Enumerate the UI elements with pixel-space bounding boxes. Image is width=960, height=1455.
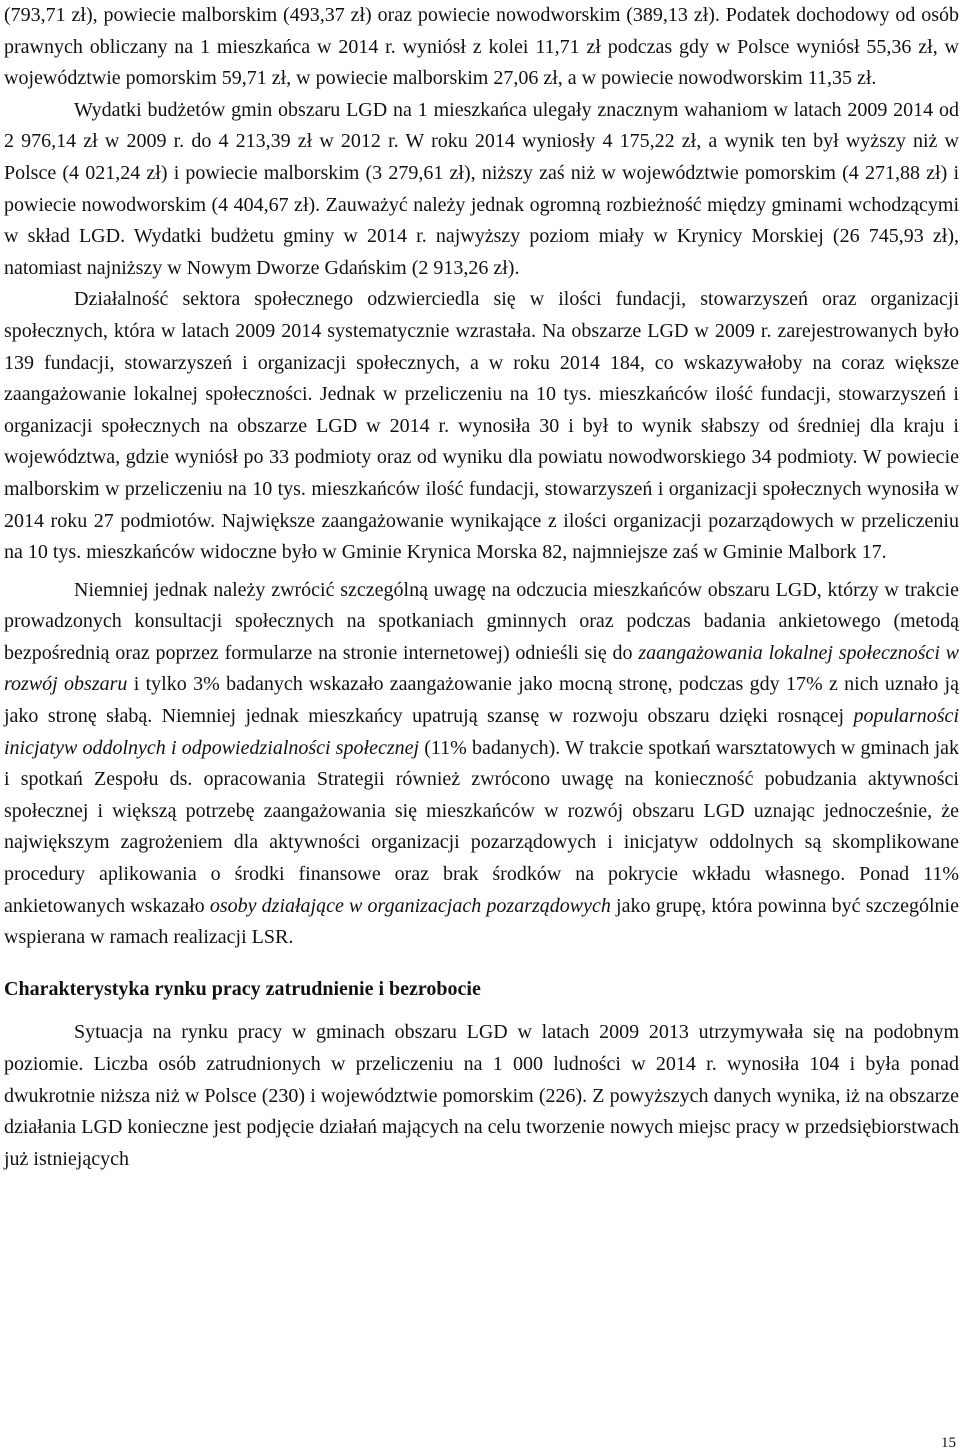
emphasis-text: osoby działające w organizacjach pozarządowych <box>209 894 611 917</box>
document-page <box>4 0 959 1175</box>
paragraph-municipal-expenses: Wydatki budżetów gmin obszaru LGD na 1 mieszkańca ulegały znacznym wahaniom w latach 2009 2014 od 2 976,14 zł w 2009 r. do 4 213,39 zł w 2012 r. W roku 2014 wyniosły 4 175,22 zł, a wynik ten był wyższy niż w Polsce (4 021,24 zł) i powiecie malborskim (3 279,61 zł), niższy zaś niż w województwie pomorskim (4 271,88 zł) i powiecie nowodworskim (4 404,67 zł). Zauważyć należy jednak ogromną rozbieżność między gminami wchodzącymi w skład LGD. Wydatki budżetu gminy w 2014 r. najwyższy poziom miały w Krynicy Morskiej (26 745,93 zł), natomiast najniższy w Nowym Dworze Gdańskim (2 913,26 zł). <box>4 98 959 279</box>
paragraph-tax-income: (793,71 zł), powiecie malborskim (493,37 zł) oraz powiecie nowodworskim (389,13 zł). Podatek dochodowy od osób prawnych obliczany na 1 mieszkańca w 2014 r. wyniósł z kolei 11,71 zł podczas gdy w Polsce wyniósł 55,36 zł, w województwie pomorskim 59,71 zł, w powiecie malborskim 27,06 zł, a w powiecie nowodworskim 11,35 zł. <box>4 4 959 90</box>
paragraph-text: jako grupę, która powinna być szczególnie wspierana w ramach realizacji LSR. <box>4 894 959 949</box>
emphasis-text: popularności inicjatyw oddolnych i odpowiedzialności społecznej <box>4 705 959 759</box>
paragraph-text: Niemniej jednak należy zwrócić szczególną uwagę na odczucia mieszkańców obszaru LGD, którzy w trakcie prowadzonych konsultacji społecznych na spotkaniach gminnych oraz podczas badania ankietowego (metodą bezpośrednią oraz poprzez formularze na stronie internetowej) odnieśli się do <box>4 578 959 664</box>
page-number: 15 <box>941 1435 956 1451</box>
section-heading: Charakterystyka rynku pracy zatrudnienie i bezrobocie <box>4 977 481 1000</box>
emphasis-text: zaangażowania lokalnej społeczności w rozwój obszaru <box>4 641 959 696</box>
paragraph-resident-engagement <box>4 575 959 954</box>
paragraph-text: i tylko 3% badanych wskazało zaangażowanie jako mocną stronę, podczas gdy 17% z nich uznało ją jako stronę słabą. Niemniej jednak mieszkańcy upatrują szansę w rozwoju obszaru dzięki rosnącej <box>4 673 959 728</box>
paragraph-social-sector: Działalność sektora społecznego odzwierciedla się w ilości fundacji, stowarzyszeń oraz organizacji społecznych, która w latach 2009 2014 systematycznie wzrastała. Na obszarze LGD w 2009 r. zarejestrowanych było 139 fundacji, stowarzyszeń i organizacji społecznych, a w roku 2014 184, co wskazywałoby na coraz większe zaangażowanie lokalnej społeczności. Jednak w przeliczeniu na 10 tys. mieszkańców ilość fundacji, stowarzyszeń i organizacji społecznych na obszarze LGD w 2014 r. wynosiła 30 i był to wynik słabszy od średniej dla kraju i województwa, gdzie wyniósł po 33 podmioty oraz od wyniku dla powiatu nowodworskiego 34 podmioty. W powiecie malborskim w przeliczeniu na 10 tys. mieszkańców ilość fundacji, stowarzyszeń i organizacji społecznych wynosiła w 2014 roku 27 podmiotów. Największe zaangażowanie wynikające z ilości organizacji pozarządowych w przeliczeniu na 10 tys. mieszkańców widoczne było w Gminie Krynica Morska 82, najmniejsze zaś w Gminie Malbork 17. <box>4 288 959 564</box>
paragraph-text: (11% badanych). W trakcie spotkań warsztatowych w gminach jak i spotkań Zespołu ds. opracowania Strategii również zwrócono uwagę na konieczność pobudzania aktywności społecznej i większą potrzebę zaangażowania się mieszkańców w rozwój obszaru LGD uznając jednocześnie, że największym zagrożeniem dla aktywności organizacji pozarządowych i inicjatyw oddolnych są skomplikowane procedury aplikowania o środki finansowe oraz brak środków na pokrycie wkładu własnego. Ponad 11% ankietowanych wskazało <box>4 736 960 917</box>
paragraph-labor-market: Sytuacja na rynku pracy w gminach obszaru LGD w latach 2009 2013 utrzymywała się na podobnym poziomie. Liczba osób zatrudnionych w przeliczeniu na 1 000 ludności w 2014 r. wynosiła 104 i była ponad dwukrotnie niższa niż w Polsce (230) i województwie pomorskim (226). Z powyższych danych wynika, iż na obszarze działania LGD konieczne jest podjęcie działań mających na celu tworzenie nowych miejsc pracy w przedsiębiorstwach już istniejących <box>4 1021 959 1170</box>
